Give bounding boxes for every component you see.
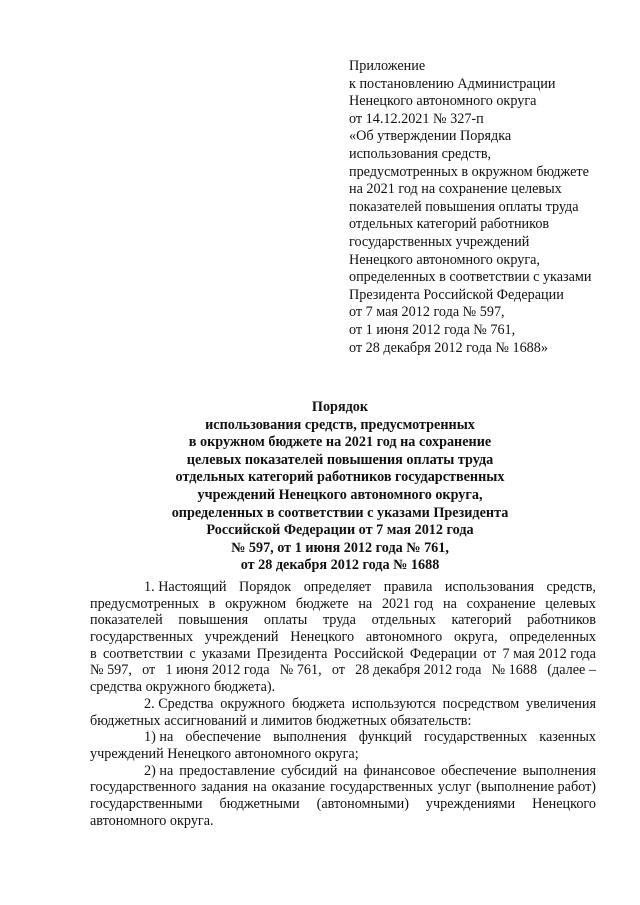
word: выполнения	[273, 729, 347, 746]
word: обеспечение	[441, 762, 517, 779]
word: (автономными)	[316, 795, 409, 812]
word: оплаты	[263, 612, 308, 629]
appendix-line: от 14.12.2021 № 327-п	[349, 110, 484, 127]
word: 1. Настоящий	[144, 579, 227, 595]
word: на	[343, 762, 358, 779]
word: 2) на	[144, 762, 174, 779]
appendix-line: Ненецкого автономного округа,	[349, 251, 540, 268]
paragraph-1-line	[90, 646, 596, 663]
word: окружного	[220, 695, 286, 712]
appendix-block	[349, 58, 619, 357]
word: на	[443, 595, 457, 612]
word: № 597,	[90, 662, 132, 679]
word: Президента	[256, 645, 328, 662]
title-line: Российской Федерации от 7 мая 2012 года	[206, 522, 474, 539]
paragraph-2-line: бюджетных ассигнований и лимитов бюджетных обязательств:	[90, 712, 472, 729]
word: сохранение	[466, 595, 536, 612]
list-item-2-line: автономного округа.	[90, 812, 214, 829]
word: от	[483, 645, 497, 662]
word: на	[358, 595, 373, 612]
word: указами	[201, 645, 251, 662]
word: казенных	[539, 729, 596, 746]
word: работников	[527, 612, 596, 629]
word: Ненецкого	[532, 795, 596, 812]
word: определенных	[509, 629, 596, 646]
title-line: определенных в соответствии с указами Президента	[171, 504, 509, 521]
word: оказание	[271, 779, 326, 796]
paragraph-1-line	[90, 629, 596, 646]
title-line: отдельных категорий работников государственных	[175, 469, 505, 486]
title-line: Порядок	[311, 399, 369, 415]
appendix-line: отдельных категорий работников	[349, 216, 550, 233]
word: Порядок	[239, 579, 292, 595]
word: в	[90, 645, 97, 662]
appendix-line: Президента Российской Федерации	[349, 286, 564, 303]
word: 2021 год	[381, 595, 434, 612]
word: показателей	[90, 612, 163, 629]
paragraph-1-line	[90, 612, 596, 629]
word: средств,	[546, 579, 596, 595]
paragraph-1-line	[90, 662, 596, 679]
word: повышения	[178, 612, 249, 629]
appendix-line: определенных в соответствии с указами	[349, 269, 592, 286]
word: государственных	[424, 729, 528, 746]
appendix-line: использования средств,	[349, 145, 492, 162]
word: округа,	[453, 629, 498, 646]
word: учреждениями	[425, 795, 516, 812]
appendix-line: «Об утверждении Порядка	[349, 128, 512, 145]
appendix-line: от 28 декабря 2012 года № 1688»	[349, 339, 548, 356]
word: учреждений	[204, 629, 279, 646]
document-title	[90, 399, 590, 575]
word: на	[252, 779, 267, 796]
word: от	[142, 662, 156, 679]
word: предоставление	[179, 762, 276, 779]
paragraph-1-line: средства окружного бюджета).	[90, 679, 276, 696]
word: окружном	[225, 595, 287, 612]
title-line: использования средств, предусмотренных	[205, 416, 475, 433]
word: увеличения	[526, 695, 596, 712]
appendix-line: к постановлению Администрации	[349, 75, 556, 92]
appendix-line: на 2021 год на сохранение целевых	[349, 181, 562, 198]
title-line: в окружном бюджете на 2021 год на сохранение	[188, 434, 492, 451]
list-item-1-line: учреждений Ненецкого автономного округа;	[90, 745, 359, 762]
word: целевых	[545, 595, 596, 612]
word: с	[189, 645, 196, 662]
word: Российской	[333, 645, 404, 662]
list-item-2-line	[90, 779, 596, 796]
word: использования	[444, 579, 534, 595]
word: финансовое	[363, 762, 436, 779]
appendix-line: показателей повышения оплаты труда	[349, 198, 579, 215]
word: (далее –	[547, 662, 596, 679]
word: правила	[383, 579, 433, 595]
word: 1) на	[144, 729, 174, 746]
appendix-line: от 7 мая 2012 года № 597,	[349, 304, 505, 321]
paragraph-2-line	[90, 696, 596, 713]
word: государственных	[329, 779, 434, 796]
word: определяет	[303, 579, 372, 595]
word: 7 мая 2012 года	[502, 645, 596, 662]
title-line: учреждений Ненецкого автономного округа,	[197, 486, 483, 503]
word: соответствии	[102, 645, 184, 662]
word: труда	[322, 612, 356, 629]
appendix-line: Ненецкого автономного округа	[349, 93, 537, 110]
word: используются	[351, 695, 436, 712]
word: обеспечение	[185, 729, 261, 746]
word: бюджета	[292, 695, 345, 712]
word: посредством	[442, 695, 520, 712]
document-body	[90, 579, 596, 829]
title-line: целевых показателей повышения оплаты труда	[186, 451, 494, 468]
word: выполнения	[522, 762, 596, 779]
word: отдельных	[371, 612, 436, 629]
word: категорий	[451, 612, 512, 629]
list-item-2-line	[90, 796, 596, 813]
title-line: № 597, от 1 июня 2012 года № 761,	[231, 539, 449, 556]
word: государственных	[90, 629, 194, 646]
word: задания	[200, 779, 249, 796]
appendix-line: государственных учреждений	[349, 233, 530, 250]
word: № 761,	[279, 662, 322, 679]
word: в	[208, 595, 216, 612]
word: государственными	[90, 795, 203, 812]
paragraph-1-line	[90, 596, 596, 613]
word: Федерации	[409, 645, 477, 662]
word: бюджете	[295, 595, 349, 612]
word: (выполнение работ)	[476, 779, 596, 796]
word: 2. Средства	[144, 695, 214, 712]
word: предусмотренных	[90, 595, 199, 612]
list-item-2-line	[90, 763, 596, 780]
word: № 1688	[491, 662, 538, 679]
word: субсидий	[280, 762, 338, 779]
word: государственного	[90, 779, 197, 796]
appendix-line: Приложение	[349, 58, 426, 74]
word: автономного	[365, 629, 443, 646]
word: услуг	[437, 779, 472, 796]
word: бюджетными	[219, 795, 300, 812]
word: функций	[358, 729, 412, 746]
list-item-1-line	[90, 729, 596, 746]
appendix-line: от 1 июня 2012 года № 761,	[349, 321, 516, 338]
paragraph-1-line	[90, 579, 596, 596]
word: 1 июня 2012 года	[165, 662, 270, 679]
appendix-line: предусмотренных в окружном бюджете	[349, 163, 589, 180]
word: 28 декабря 2012 года	[355, 662, 482, 679]
title-line: от 28 декабря 2012 года № 1688	[240, 557, 440, 574]
word: Ненецкого	[290, 629, 355, 646]
word: от	[331, 662, 345, 679]
